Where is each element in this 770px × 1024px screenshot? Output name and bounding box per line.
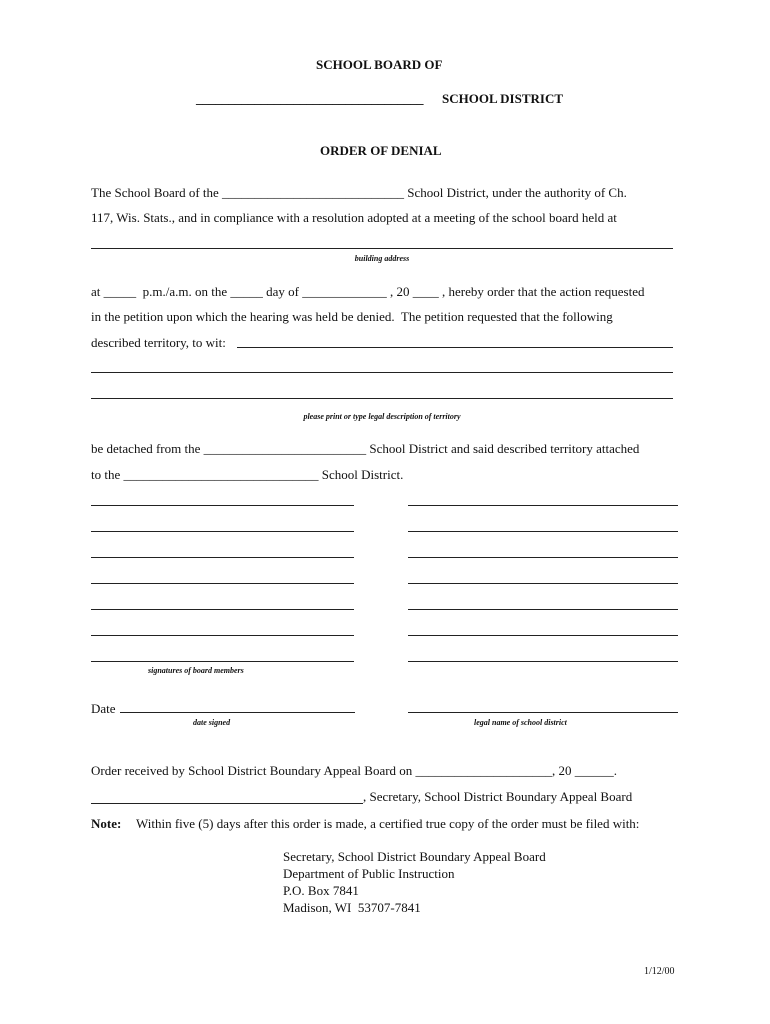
board-member-signature-line[interactable] — [408, 609, 678, 610]
board-member-signature-line[interactable] — [408, 557, 678, 558]
header-line-1: SCHOOL BOARD OF — [316, 57, 443, 72]
board-member-signature-line[interactable] — [91, 531, 354, 532]
board-member-signature-line[interactable] — [91, 661, 354, 662]
address-line-3: P.O. Box 7841 — [283, 883, 359, 898]
address-line-2: Department of Public Instruction — [283, 866, 455, 881]
board-member-signature-line[interactable] — [91, 505, 354, 506]
secretary-label: , Secretary, School District Boundary Appeal Board — [363, 789, 633, 804]
note-text: Within five (5) days after this order is made, a certified true copy of the order must be filed with: — [136, 816, 640, 831]
paragraph-2-line-2: in the petition upon which the hearing was held be denied. The petition requested that the following — [91, 309, 613, 324]
date-signed-caption: date signed — [193, 718, 231, 727]
order-received-line: Order received by School District Boundary Appeal Board on _____________________, 20 ______. — [91, 763, 618, 778]
paragraph-2-line-1: at _____ p.m./a.m. on the _____ day of _____________ , 20 ____ , hereby order that the action requested — [91, 284, 645, 299]
paragraph-3-line-1: be detached from the _________________________ School District and said described territory attached — [91, 441, 640, 456]
date-label: Date — [91, 701, 116, 716]
paragraph-1-line-1: The School Board of the ____________________________ School District, under the authority of Ch. — [91, 185, 627, 200]
note-label: Note: — [91, 816, 122, 831]
paragraph-3-line-2: to the ______________________________ School District. — [91, 467, 404, 482]
header-school-district: SCHOOL DISTRICT — [442, 91, 564, 106]
board-member-signature-line[interactable] — [91, 635, 354, 636]
board-member-signature-line[interactable] — [91, 609, 354, 610]
board-member-signature-line[interactable] — [91, 583, 354, 584]
board-member-signature-line[interactable] — [91, 557, 354, 558]
board-member-signature-line[interactable] — [408, 531, 678, 532]
territory-line-1[interactable] — [237, 347, 673, 348]
address-line-4: Madison, WI 53707-7841 — [283, 900, 421, 915]
district-name-blank[interactable]: ___________________________________ — [196, 91, 424, 106]
paragraph-2-line-3: described territory, to wit: — [91, 335, 226, 350]
form-version: 1/12/00 — [644, 966, 675, 977]
board-member-signature-line[interactable] — [408, 635, 678, 636]
territory-line-2[interactable] — [91, 372, 673, 373]
board-member-signature-line[interactable] — [408, 661, 678, 662]
board-members-caption: signatures of board members — [148, 666, 244, 675]
legal-name-caption: legal name of school district — [474, 718, 567, 727]
secretary-signature-line[interactable] — [91, 803, 363, 804]
date-signed-line[interactable] — [120, 712, 355, 713]
address-line-1: Secretary, School District Boundary Appeal Board — [283, 849, 546, 864]
district-legal-name-line[interactable] — [408, 712, 678, 713]
building-address-caption: building address — [354, 254, 410, 263]
board-member-signature-line[interactable] — [408, 583, 678, 584]
paragraph-1-line-2: 117, Wis. Stats., and in compliance with a resolution adopted at a meeting of the school board held at — [91, 210, 617, 225]
document-title: ORDER OF DENIAL — [320, 143, 442, 158]
legal-description-caption: please print or type legal description of territory — [303, 412, 461, 421]
building-address-line[interactable] — [91, 248, 673, 249]
board-member-signature-line[interactable] — [408, 505, 678, 506]
territory-line-3[interactable] — [91, 398, 673, 399]
